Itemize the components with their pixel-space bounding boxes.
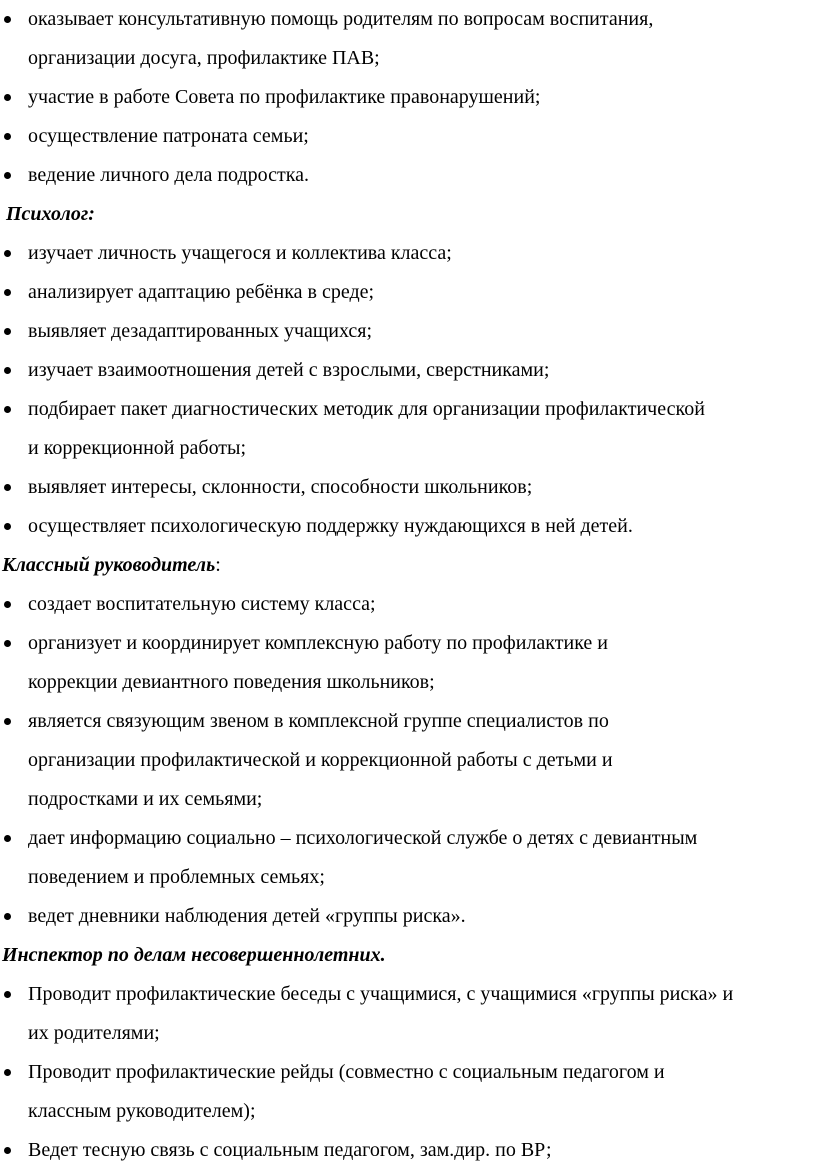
list-item-continuation: [0, 780, 816, 819]
heading-text: Психолог:: [6, 203, 95, 225]
heading-title: Классный руководитель: [2, 554, 216, 576]
list-item-text: организации профилактической и коррекционной работы с детьми и: [28, 749, 613, 771]
list-item-text: и коррекционной работы;: [28, 437, 247, 459]
list-item-text: изучает взаимоотношения детей с взрослыми, сверстниками;: [28, 359, 550, 381]
list-item: [0, 1131, 816, 1170]
list-item: [0, 702, 816, 741]
list-item-text: анализирует адаптацию ребёнка в среде;: [28, 281, 375, 303]
list-item: [0, 312, 816, 351]
list-item: [0, 78, 816, 117]
list-item-text: организации досуга, профилактике ПАВ;: [28, 47, 380, 69]
list-item-text: Проводит профилактические беседы с учащимися, с учащимися «группы риска» и: [28, 983, 734, 1005]
list-item-text: создает воспитательную систему класса;: [28, 593, 376, 615]
list-item-text: осуществляет психологическую поддержку нуждающихся в ней детей.: [28, 515, 633, 537]
list-item-continuation: [0, 429, 816, 468]
list-item-text: осуществление патроната семьи;: [28, 125, 309, 147]
heading-text: Инспектор по делам несовершеннолетних.: [2, 944, 386, 966]
list-item-text: Проводит профилактические рейды (совместно с социальным педагогом и: [28, 1061, 665, 1083]
list-item-text: является связующим звеном в комплексной группе специалистов по: [28, 710, 609, 732]
list-item-continuation: [0, 663, 816, 702]
heading-text: [2, 546, 221, 585]
list-item-text: изучает личность учащегося и коллектива класса;: [28, 242, 452, 264]
section-heading-psychologist: [0, 195, 816, 234]
list-item-text: подростками и их семьями;: [28, 788, 263, 810]
list-item: [0, 624, 816, 663]
list-item: [0, 390, 816, 429]
list-item-text: организует и координирует комплексную работу по профилактике и: [28, 632, 608, 654]
list-item: [0, 351, 816, 390]
list-item: [0, 156, 816, 195]
list-item-text: ведение личного дела подростка.: [28, 164, 310, 186]
section-heading-class-teacher: [0, 546, 816, 585]
list-item-continuation: [0, 858, 816, 897]
list-item: [0, 1053, 816, 1092]
list-item: [0, 234, 816, 273]
list-item-text: выявляет интересы, склонности, способности школьников;: [28, 476, 533, 498]
list-item-text: дает информацию социально – психологической службе о детях с девиантным: [28, 827, 698, 849]
list-item-text: коррекции девиантного поведения школьников;: [28, 671, 435, 693]
list-item-text: подбирает пакет диагностических методик для организации профилактической: [28, 398, 705, 420]
list-item-text: их родителями;: [28, 1022, 160, 1044]
list-item-text: поведением и проблемных семьях;: [28, 866, 325, 888]
list-item: [0, 975, 816, 1014]
list-item: [0, 897, 816, 936]
list-item: [0, 819, 816, 858]
list-item-continuation: [0, 39, 816, 78]
list-item-continuation: [0, 1014, 816, 1053]
list-item: [0, 117, 816, 156]
heading-colon: :: [215, 554, 221, 576]
list-item-text: классным руководителем);: [28, 1100, 256, 1122]
list-item-text: выявляет дезадаптированных учащихся;: [28, 320, 373, 342]
list-item: [0, 273, 816, 312]
list-item-text: Ведет тесную связь с социальным педагогом, зам.дир. по ВР;: [28, 1139, 552, 1161]
list-item-text: оказывает консультативную помощь родителям по вопросам воспитания,: [28, 8, 654, 30]
list-item: [0, 507, 816, 546]
list-item: [0, 468, 816, 507]
list-item-text: ведет дневники наблюдения детей «группы риска».: [28, 905, 466, 927]
list-item: [0, 0, 816, 39]
list-item-continuation: [0, 1092, 816, 1131]
list-item-continuation: [0, 741, 816, 780]
list-item: [0, 585, 816, 624]
section-heading-inspector: [0, 936, 816, 975]
list-item-text: участие в работе Совета по профилактике правонарушений;: [28, 86, 541, 108]
